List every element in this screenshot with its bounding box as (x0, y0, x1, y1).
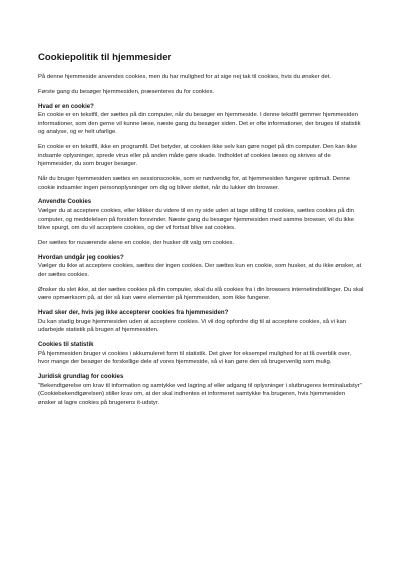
paragraph: Når du bruger hjemmesiden sættes en sessionscookie, som er nødvendig for, at hjemmesiden fungerer optimalt. Denne cookie indsamler ingen personoplysninger om dig og bliver slettet, når du lukker din browser. (38, 176, 351, 191)
section-heading: Cookies til statistik (38, 341, 94, 349)
page-title: Cookiepolitik til hjemmesider (38, 52, 172, 63)
paragraph: På hjemmesiden bruger vi cookies i akkumuleret form til statistik. Det giver for eksempel mulighed for at få overblik over, hvor mange der besøger de forskellige dele af vores hjemmeside, så vi kan gøre den så brugervenlig som mulig. (38, 350, 351, 366)
section-heading: Hvordan undgår jeg cookies? (38, 253, 124, 261)
section-heading: Anvendte Cookies (38, 198, 92, 206)
paragraph: Første gang du besøger hjemmesiden, præsenteres du for cookies. (38, 88, 215, 95)
section-heading: Juridisk grundlag for cookies (38, 373, 124, 381)
section-heading: Hvad er en cookie? (38, 102, 94, 110)
paragraph: Vælger du at acceptere cookies, eller klikker du videre til en ny side uden at tage stilling til cookies, sættes cookies på din computer, og meddelelsen på forsiden forsvinder. Næste gang du besøger hjemmesiden med samme browser, vil du ikke blive spurgt, om du vil acceptere cookies, og der vil fortsat blive sat cookies. (38, 208, 354, 232)
paragraph: På denne hjemmeside anvendes cookies, men du har mulighed for at sige nej tak til cookies, hvis du ønsker det. (38, 74, 332, 80)
paragraph: En cookie er en tekstfil, ikke en programfil. Det betyder, at cookien ikke selv kan gøre noget på din computer. Den kan ikke indsamle oplysninger, sprede virus eller på anden måde gøre skade. Indholdet af cookies læses og skrives af de hjemmesider, du som bruger besøger. (38, 144, 357, 168)
paragraph: En cookie er en tekstfil, der sættes på din computer, når du besøger en hjemmeside. I denne tekstfil gemmer hjemmesiden informationer, som den gerne vil kunne læse, næste gang du besøger siden. Det er ofte informationer, der bruges til statistik og analyse, og er helt ufarlige. (38, 112, 361, 136)
paragraph: Du kan stadig bruge hjemmesiden uden at acceptere cookies. Vi vil dog opfordre dig til at acceptere cookies, så vi kan udarbejde statistik på brugen af hjemmesiden. (38, 318, 347, 334)
section-heading: Hvad sker der, hvis jeg ikke accepterer cookies fra hjemmesiden? (38, 309, 229, 317)
paragraph: Ønsker du slet ikke, at der sættes cookies på din computer, skal du slå cookies fra i din browsers internetindstillinger. Du skal være opmærksom på, at der så kan være elementer på hjemmesiden, som ikke fungerer. (38, 286, 364, 302)
paragraph: "Bekendtgørelse om krav til information og samtykke ved lagring af eller adgang til oplysninger i slutbrugeres terminaludstyr" (Cookiebekendtgørelsen) stiller krav om, at der skal indhentes et informeret samtykke fra brugeren, hvis hjemmesiden ønsker at lagre cookies på brugerens it-udstyr. (38, 382, 362, 406)
paragraph: Vælger du ikke at acceptere cookies, sættes der ingen cookies. Der sættes kun en cookie, som husker, at du ikke ønsker, at der sættes cookies. (38, 263, 362, 278)
document-body (38, 73, 364, 407)
paragraph: Der sættes for nuværende alene en cookie, der husker dit valg om cookies. (38, 240, 235, 247)
